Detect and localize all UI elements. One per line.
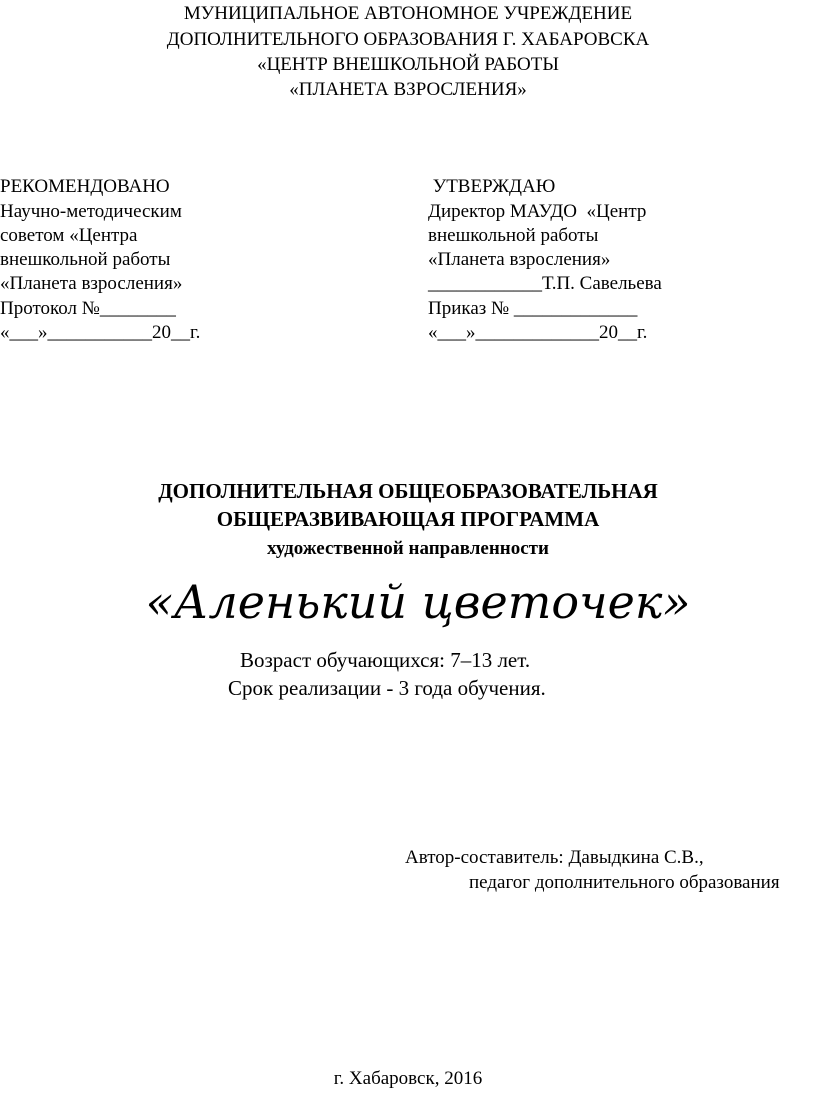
approved-line: «Планета взросления» [428, 249, 611, 270]
recommended-line: советом «Центра [0, 225, 138, 246]
city-year: г. Хабаровск, 2016 [333, 1068, 483, 1089]
program-direction: художественной направленности [267, 538, 549, 559]
approved-line: Директор МАУДО «Центр [428, 201, 647, 222]
approved-line: внешкольной работы [428, 225, 599, 246]
author-name: Автор-составитель: Давыдкина С.В., [405, 847, 704, 868]
program-duration: Срок реализации - 3 года обучения. [228, 676, 546, 700]
recommended-date-line: «___»___________20__г. [0, 322, 201, 343]
protocol-line: Протокол №________ [0, 298, 176, 319]
author-position: педагог дополнительного образования [469, 872, 780, 893]
program-name: «Аленький цветочек» [145, 575, 691, 629]
recommended-heading: РЕКОМЕНДОВАНО [0, 176, 170, 197]
order-line: Приказ № _____________ [428, 298, 638, 319]
recommended-line: внешкольной работы [0, 249, 171, 270]
org-line-4: «ПЛАНЕТА ВЗРОСЛЕНИЯ» [289, 79, 527, 100]
org-line-1: МУНИЦИПАЛЬНОЕ АВТОНОМНОЕ УЧРЕЖДЕНИЕ [183, 3, 633, 24]
program-title-line-2: ОБЩЕРАЗВИВАЮЩАЯ ПРОГРАММА [216, 507, 600, 531]
director-signature-line: ____________Т.П. Савельева [428, 273, 662, 294]
approved-date-line: «___»_____________20__г. [428, 322, 648, 343]
approved-heading: УТВЕРЖДАЮ [428, 176, 556, 197]
recommended-line: «Планета взросления» [0, 273, 183, 294]
student-age: Возраст обучающихся: 7–13 лет. [240, 648, 531, 672]
org-line-2: ДОПОЛНИТЕЛЬНОГО ОБРАЗОВАНИЯ Г. ХАБАРОВСКА [166, 29, 650, 50]
recommended-line: Научно-методическим [0, 201, 182, 222]
program-title-line-1: ДОПОЛНИТЕЛЬНАЯ ОБЩЕОБРАЗОВАТЕЛЬНАЯ [158, 479, 658, 503]
org-line-3: «ЦЕНТР ВНЕШКОЛЬНОЙ РАБОТЫ [257, 54, 559, 75]
